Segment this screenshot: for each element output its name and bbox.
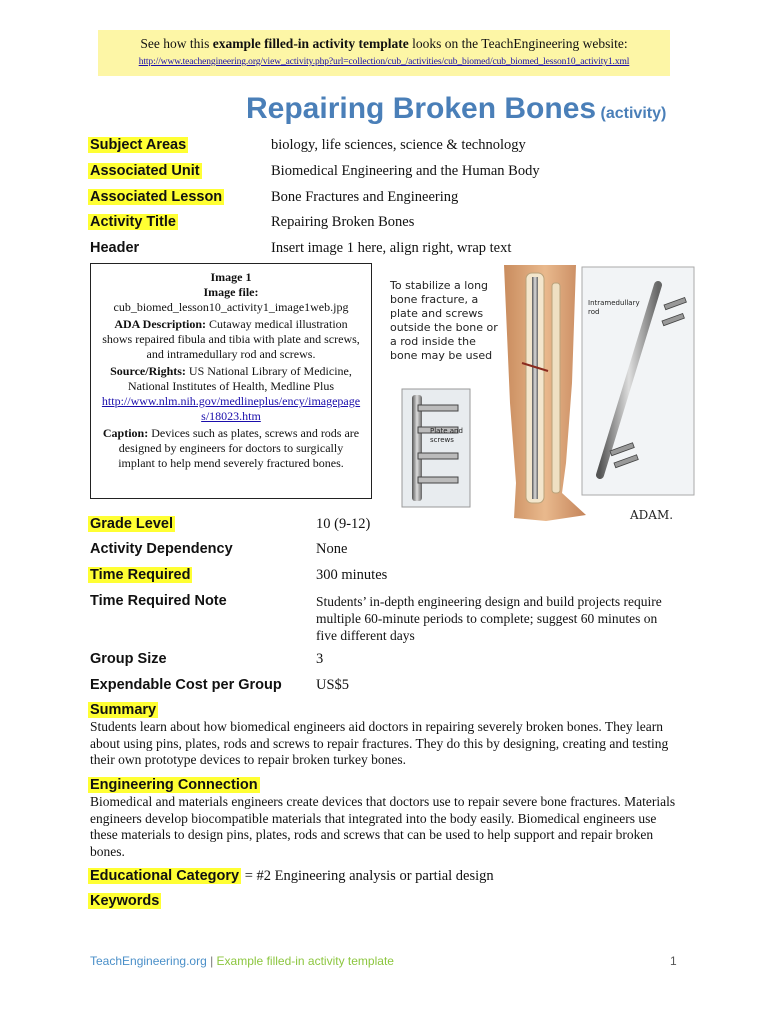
label-group-size: Group Size [90,651,167,667]
value-time-required-note: Students’ in-depth engineering design and build projects require multiple 60-minute periods to complete; suggest 60 minutes on five different days [316,594,662,643]
page-title [246,92,666,126]
footer: TeachEngineering.org | Example filled-in activity template [90,954,394,968]
label-associated-unit: Associated Unit [90,163,200,179]
label-grade-level: Grade Level [90,516,174,532]
label-expendable-cost: Expendable Cost per Group [90,677,282,693]
leg-shape [504,265,586,521]
keywords-heading: Keywords [90,893,160,909]
value-group-size: 3 [316,651,324,667]
value-time-required: 300 minutes [316,567,388,583]
label-associated-lesson: Associated Lesson [90,189,223,205]
banner-text: See how this example filled-in activity template looks on the TeachEngineering website: [140,36,628,51]
value-expendable-cost: US$5 [316,677,350,693]
summary-text: Students learn about how biomedical engineers aid doctors in repairing severely broken bones. They learn about using pins, plates, rods and screws to repair fractures. They do this by designing, creating and testing their own prototype devices to repair broken turkey bones. [90,719,669,767]
source-rights: Source/Rights: US National Library of Medicine, National Institutes of Health, Medline Plus http://www.nlm.nih.gov/medlineplus/ency/imagepages/18023.htm [101,364,361,423]
image-info-box [90,263,372,499]
callout-line-4: outside the bone or [390,321,498,334]
value-subject-areas: biology, life sciences, science & technology [271,137,526,153]
value-activity-title: Repairing Broken Bones [271,214,415,230]
bone-repair-illustration [386,263,698,525]
rod-label-line-2: rod [588,308,600,316]
value-activity-dependency: None [316,541,348,557]
callout-line-1: To stabilize a long [390,279,489,292]
value-header: Insert image 1 here, align right, wrap text [271,240,512,256]
image-file-name: cub_biomed_lesson10_activity1_image1web.jpg [113,300,349,314]
value-associated-lesson: Bone Fractures and Engineering [271,189,459,205]
label-activity-title: Activity Title [90,214,176,230]
adam-logo: ADAM. [630,508,674,522]
ada-description: ADA Description: Cutaway medical illustration shows repaired fibula and tibia with plate and screws, and intramedullary rod and screws. [102,317,360,361]
source-link[interactable]: http://www.nlm.nih.gov/medlineplus/ency/imagepages/18023.htm [101,394,361,423]
label-subject-areas: Subject Areas [90,137,187,153]
image-caption: Caption: Devices such as plates, screws and rods are designed by engineers for doctors to surgically implant to help mend severely fractured bones. [102,426,360,470]
intramedullary-rod-in-leg [532,277,538,499]
plate-label-line-1: Plate and [430,427,463,435]
banner-bold-text: example filled-in activity template [212,36,409,51]
label-time-required: Time Required [90,567,191,583]
title-main: Repairing Broken Bones [246,92,597,125]
footer-site-link[interactable]: TeachEngineering.org [90,954,207,968]
callout-line-5: a rod inside the [390,335,476,348]
banner-link[interactable]: http://www.teachengineering.org/view_activity.php?url=collection/cub_/activities/cub_biomed/cub_biomed_lesson10_activity1.xml [138,57,630,67]
fibula-bone [552,283,560,493]
title-sub: (activity) [600,105,667,122]
value-associated-unit: Biomedical Engineering and the Human Body [271,163,540,179]
summary-heading: Summary [90,702,157,718]
footer-template-text: Example filled-in activity template [216,954,394,968]
image-heading: Image 1 [210,270,252,284]
rod-label-line-1: Intramedullary [588,299,640,307]
engineering-connection-text: Biomedical and materials engineers create devices that doctors use to repair severe bone fractures. Materials engineers develop biocompatible materials that integrated into the body easily. Biomedical engineers use these materials to design pins, plates, rods and screws that can be used to help support and repair broken bones. [90,794,676,859]
template-banner [98,30,670,76]
engineering-connection-heading: Engineering Connection [90,777,258,793]
plate-label-line-2: screws [430,436,454,444]
label-activity-dependency: Activity Dependency [90,541,233,557]
page-number: 1 [670,954,677,968]
label-time-required-note: Time Required Note [90,593,227,609]
educational-category: Educational Category = #2 Engineering analysis or partial design [90,868,494,884]
value-grade-level: 10 (9-12) [316,516,371,532]
callout-line-2: bone fracture, a [390,293,479,306]
label-header: Header [90,240,140,256]
callout-line-3: plate and screws [390,307,484,320]
educational-category-value: = #2 Engineering analysis or partial design [241,868,494,884]
image-file-label: Image file: [203,285,259,299]
callout-line-6: bone may be used [390,349,493,362]
